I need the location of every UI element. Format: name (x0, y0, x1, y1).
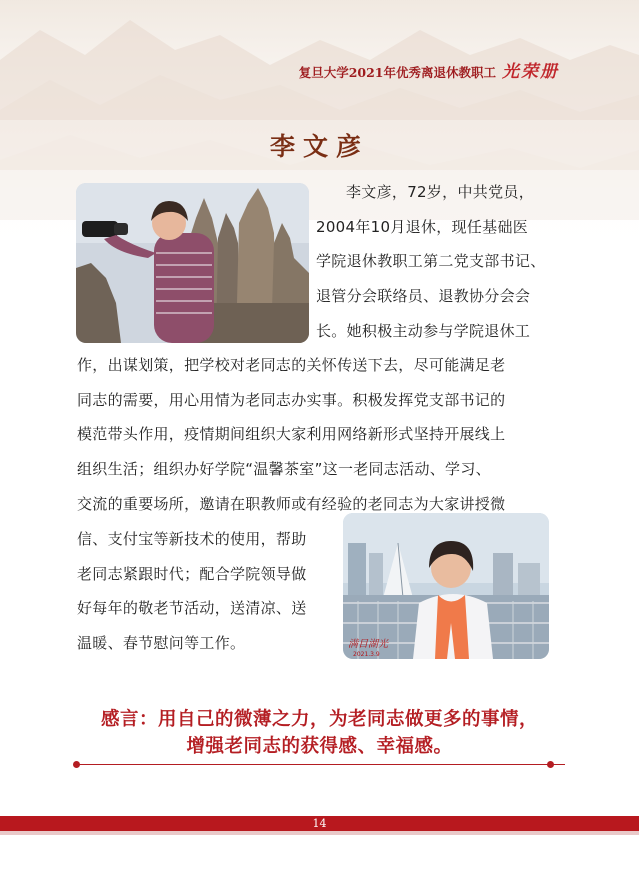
text-line: 退管分会联络员、退教协分会会 (316, 287, 531, 306)
motto-line-2: 增强老同志的获得感、幸福感。 (186, 736, 453, 757)
text-line: 老同志紧跟时代；配合学院领导做 (77, 564, 307, 583)
header-suffix: 光荣册 (502, 62, 559, 82)
text-line: 学院退休教职工第二党支部书记、 (316, 252, 546, 271)
text-line: 李文彦，72岁，中共党员， (346, 183, 534, 201)
page-number: 14 (312, 817, 327, 830)
header (299, 57, 559, 82)
text-line: 好每年的敬老节活动，送清凉、送 (77, 599, 307, 618)
closing-paragraph (77, 522, 339, 661)
divider-dot-left (73, 761, 80, 768)
footer-shadow (0, 831, 639, 835)
motto-line-1: 感言：用自己的微薄之力，为老同志做更多的事情， (100, 709, 538, 730)
text-line: 模范带头作用，疫情期间组织大家利用网络新形式坚持开展线上 (77, 425, 506, 444)
portrait-photo-castle (76, 183, 309, 343)
text-line: 同志的需要，用心用情为老同志办实事。积极发挥党支部书记的 (77, 390, 506, 409)
portrait-photo-waterfront (343, 513, 549, 659)
text-line: 组织生活；组织办好学院“温馨茶室”这一老同志活动、学习、 (77, 460, 491, 479)
person-name: 李文彦 (269, 132, 369, 161)
text-line: 长。她积极主动参与学院退休工 (316, 321, 531, 340)
text-line: 交流的重要场所，邀请在职教师或有经验的老同志为大家讲授微 (77, 494, 506, 513)
divider-line (75, 764, 565, 765)
photo-signature: 满目湖光 (348, 639, 388, 650)
text-line: 信、支付宝等新技术的使用，帮助 (77, 530, 307, 548)
intro-paragraph (316, 175, 562, 349)
photo-date: 2021.3.9 (353, 651, 380, 658)
header-title: 复旦大学2021年优秀离退休教职工 (298, 65, 496, 80)
divider-dot-right (547, 761, 554, 768)
main-paragraph (77, 348, 563, 522)
text-line: 2004年10月退休，现任基础医 (316, 217, 529, 236)
text-line: 作，出谋划策，把学校对老同志的关怀传送下去，尽可能满足老 (77, 356, 506, 374)
text-line: 温暖、春节慰问等工作。 (77, 634, 246, 653)
